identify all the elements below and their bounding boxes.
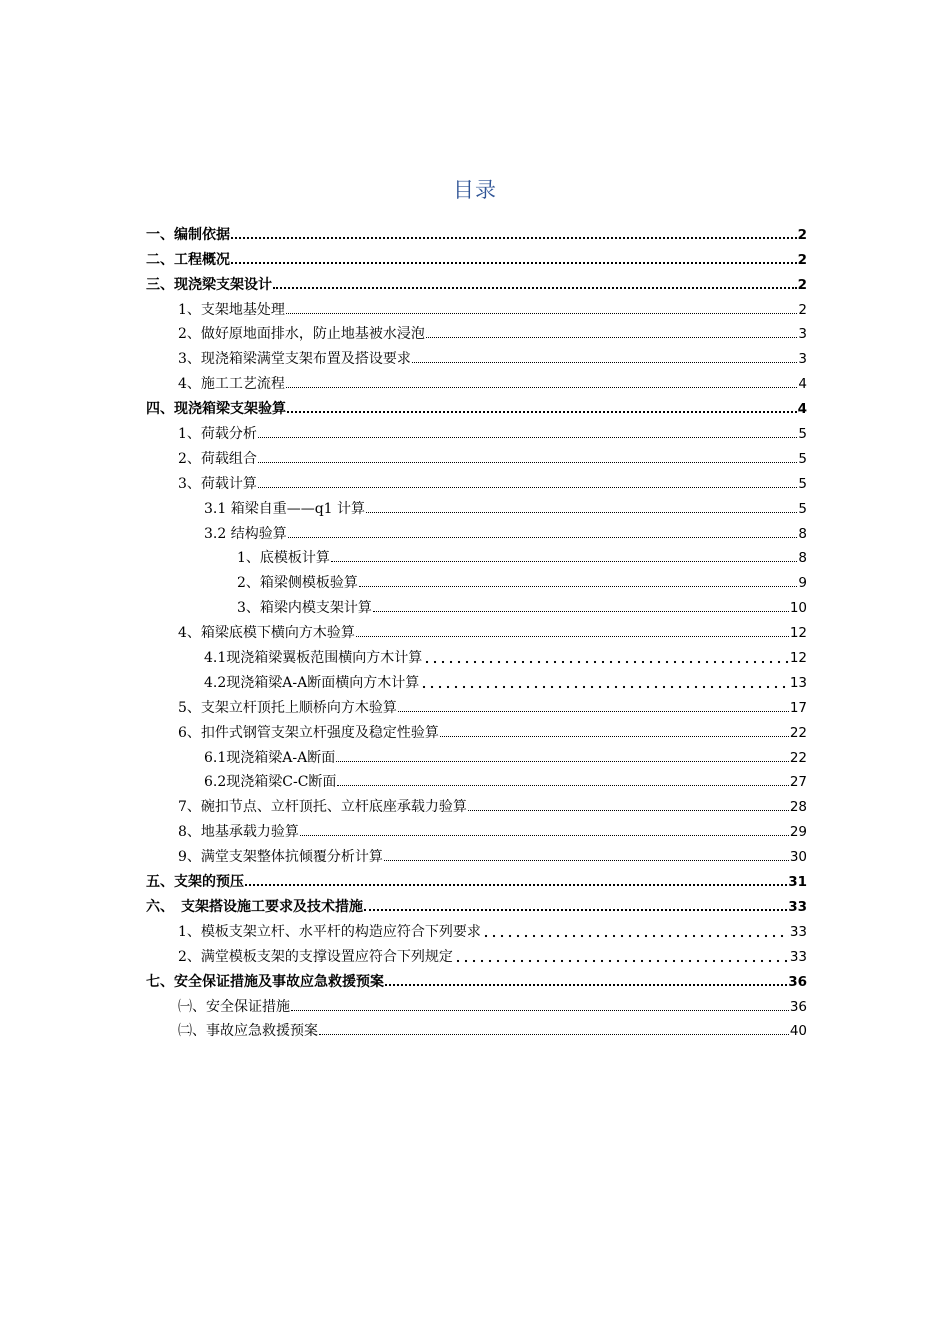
- toc-dot-leader: [331, 561, 797, 562]
- toc-entry-label: 七、安全保证措施及事故应急救援预案: [146, 973, 384, 990]
- toc-entry-label: 1、支架地基处理: [178, 301, 285, 318]
- toc-entry-label: 3.2 结构验算: [204, 525, 287, 542]
- toc-entry-page-number: 33: [789, 923, 807, 940]
- toc-entry[interactable]: [146, 915, 807, 940]
- toc-dot-leader: [288, 537, 798, 538]
- toc-entry-page-number: 8: [798, 525, 807, 542]
- toc-entry-page-number: 33: [789, 948, 807, 965]
- toc-entry-label: ㈡、事故应急救援预案: [178, 1023, 318, 1040]
- toc-entry-page-number: 10: [789, 600, 807, 617]
- toc-dot-leader: [231, 237, 797, 239]
- toc-entry-page-number: 3: [798, 351, 807, 368]
- toc-entry-page-number: 2: [797, 251, 807, 268]
- toc-entry-page-number: 5: [798, 475, 807, 492]
- toc-entry-page-number: 2: [797, 276, 807, 293]
- toc-dot-leader: [291, 1010, 789, 1011]
- toc-entry-label: 2、箱梁侧模板验算: [237, 575, 358, 592]
- toc-dot-leader: [258, 437, 797, 438]
- toc-entry-label: 1、荷载分析: [178, 426, 257, 443]
- toc-entry[interactable]: [146, 591, 807, 616]
- toc-entry-label: 6.2现浇箱梁C-C断面: [204, 774, 337, 791]
- toc-dot-leader: [336, 761, 789, 762]
- toc-entry-label: 4.2现浇箱梁A-A断面横向方木计算: [204, 674, 420, 691]
- toc-dot-leader: [454, 949, 789, 965]
- toc-dot-leader: [356, 636, 789, 637]
- toc-entry-page-number: 27: [789, 774, 807, 791]
- toc-entry[interactable]: [146, 890, 807, 915]
- toc-dot-leader: [440, 736, 789, 737]
- toc-entry-page-number: 28: [789, 799, 807, 816]
- toc-dot-leader: [300, 835, 789, 836]
- toc-entry[interactable]: [146, 467, 807, 492]
- toc-entry-label: 3、荷载计算: [178, 475, 257, 492]
- toc-entry-label: 3.1 箱梁自重——q1 计算: [204, 500, 366, 517]
- toc-entry-label: 4、施工工艺流程: [178, 376, 285, 393]
- toc-entry-page-number: 4: [797, 401, 807, 418]
- toc-entry-page-number: 36: [788, 973, 807, 990]
- toc-entry-page-number: 8: [798, 550, 807, 567]
- toc-dot-leader: [258, 487, 797, 488]
- toc-dot-leader: [287, 411, 797, 413]
- toc-entry-label: 一、编制依据: [146, 226, 230, 243]
- toc-entry[interactable]: [146, 517, 807, 542]
- toc-entry[interactable]: [146, 318, 807, 343]
- toc-dot-leader: [373, 611, 789, 612]
- toc-entry-page-number: 3: [798, 326, 807, 343]
- toc-entry-page-number: 30: [789, 849, 807, 866]
- toc-dot-leader: [468, 810, 789, 811]
- toc-entry-page-number: 5: [798, 426, 807, 443]
- toc-entry-page-number: 5: [798, 450, 807, 467]
- toc-entry-label: 2、荷载组合: [178, 450, 257, 467]
- toc-entry[interactable]: [146, 691, 807, 716]
- toc-entry-page-number: 13: [789, 674, 807, 691]
- toc-dot-leader: [366, 512, 797, 513]
- toc-dot-leader: [337, 785, 788, 786]
- toc-entry-page-number: 17: [789, 699, 807, 716]
- toc-entry[interactable]: [146, 442, 807, 467]
- toc-entry-label: 三、现浇梁支架设计: [146, 276, 272, 293]
- toc-dot-leader: [258, 462, 797, 463]
- toc-entry-label: 2、满堂模板支架的支撑设置应符合下列规定: [178, 948, 453, 965]
- toc-entry-label: 6.1现浇箱梁A-A断面: [204, 749, 336, 766]
- toc-entry-page-number: 36: [789, 998, 807, 1015]
- toc-entry-label: 7、碗扣节点、立杆顶托、立杆底座承载力验算: [178, 799, 467, 816]
- toc-dot-leader: [384, 860, 789, 861]
- toc-entry-label: 2、做好原地面排水，防止地基被水浸泡: [178, 326, 425, 343]
- toc-entry-page-number: 22: [789, 724, 807, 741]
- toc-entry[interactable]: [146, 940, 807, 965]
- toc-dot-leader: [319, 1034, 789, 1035]
- toc-dot-leader: [359, 586, 797, 587]
- toc-entry-page-number: 40: [789, 1023, 807, 1040]
- toc-entry[interactable]: [146, 741, 807, 766]
- toc-entry[interactable]: [146, 716, 807, 741]
- toc-entry-label: 四、现浇箱梁支架验算: [146, 401, 286, 418]
- toc-entry[interactable]: [146, 417, 807, 442]
- toc-dot-leader: [286, 387, 797, 388]
- toc-entry-label: 4、箱梁底模下横向方木验算: [178, 625, 355, 642]
- toc-entry-label: 二、工程概况: [146, 251, 230, 268]
- toc-entry[interactable]: [146, 342, 807, 367]
- table-of-contents: [146, 218, 807, 1039]
- toc-dot-leader: [231, 262, 797, 264]
- toc-entry-label: 六、 支架搭设施工要求及技术措施: [146, 898, 363, 915]
- toc-dot-leader: [385, 984, 787, 986]
- toc-entry[interactable]: [146, 766, 807, 791]
- toc-dot-leader: [482, 924, 789, 940]
- toc-entry-page-number: 9: [798, 575, 807, 592]
- toc-entry[interactable]: [146, 965, 807, 990]
- toc-entry[interactable]: [146, 616, 807, 641]
- toc-entry-label: 4.1现浇箱梁翼板范围横向方木计算: [204, 650, 423, 667]
- toc-entry-label: 1、底模板计算: [237, 550, 330, 567]
- toc-entry-page-number: 4: [798, 376, 807, 393]
- toc-entry-label: 5、支架立杆顶托上顺桥向方木验算: [178, 699, 397, 716]
- toc-entry-label: 9、满堂支架整体抗倾覆分析计算: [178, 849, 383, 866]
- toc-entry-page-number: 29: [789, 824, 807, 841]
- toc-entry[interactable]: [146, 815, 807, 840]
- toc-entry-label: 3、箱梁内模支架计算: [237, 600, 372, 617]
- toc-entry[interactable]: [146, 542, 807, 567]
- toc-entry-label: 五、支架的预压: [146, 874, 244, 891]
- toc-entry-page-number: 12: [789, 625, 807, 642]
- toc-dot-leader: [420, 675, 789, 691]
- toc-entry[interactable]: [146, 666, 807, 691]
- toc-entry-label: 8、地基承载力验算: [178, 824, 299, 841]
- toc-entry-label: 1、模板支架立杆、水平杆的构造应符合下列要求: [178, 923, 481, 940]
- toc-entry[interactable]: [146, 392, 807, 417]
- toc-dot-leader: [398, 711, 789, 712]
- toc-entry[interactable]: [146, 641, 807, 666]
- toc-entry-page-number: 2: [798, 301, 807, 318]
- toc-entry-page-number: 2: [797, 226, 807, 243]
- toc-entry-label: 6、扣件式钢管支架立杆强度及稳定性验算: [178, 724, 439, 741]
- toc-entry-page-number: 12: [789, 650, 807, 667]
- toc-entry[interactable]: [146, 566, 807, 591]
- toc-entry-page-number: 22: [789, 749, 807, 766]
- toc-entry[interactable]: [146, 268, 807, 293]
- toc-entry[interactable]: [146, 367, 807, 392]
- toc-dot-leader: [423, 650, 789, 666]
- toc-entry[interactable]: [146, 492, 807, 517]
- toc-entry[interactable]: [146, 990, 807, 1015]
- toc-dot-leader: [426, 337, 798, 338]
- toc-dot-leader: [364, 909, 787, 911]
- toc-dot-leader: [412, 362, 798, 363]
- toc-entry[interactable]: [146, 1015, 807, 1040]
- toc-entry[interactable]: [146, 243, 807, 268]
- toc-dot-leader: [245, 884, 787, 886]
- toc-entry[interactable]: [146, 293, 807, 318]
- toc-entry[interactable]: [146, 865, 807, 890]
- toc-entry-page-number: 31: [788, 874, 807, 891]
- toc-entry-page-number: 5: [798, 500, 807, 517]
- toc-dot-leader: [286, 313, 797, 314]
- toc-entry[interactable]: [146, 218, 807, 243]
- toc-title: 目录: [453, 178, 497, 202]
- toc-entry-page-number: 33: [788, 898, 807, 915]
- toc-entry-label: ㈠、安全保证措施: [178, 998, 290, 1015]
- toc-entry-label: 3、现浇箱梁满堂支架布置及搭设要求: [178, 351, 411, 368]
- toc-entry[interactable]: [146, 790, 807, 815]
- toc-entry[interactable]: [146, 840, 807, 865]
- toc-dot-leader: [273, 287, 797, 289]
